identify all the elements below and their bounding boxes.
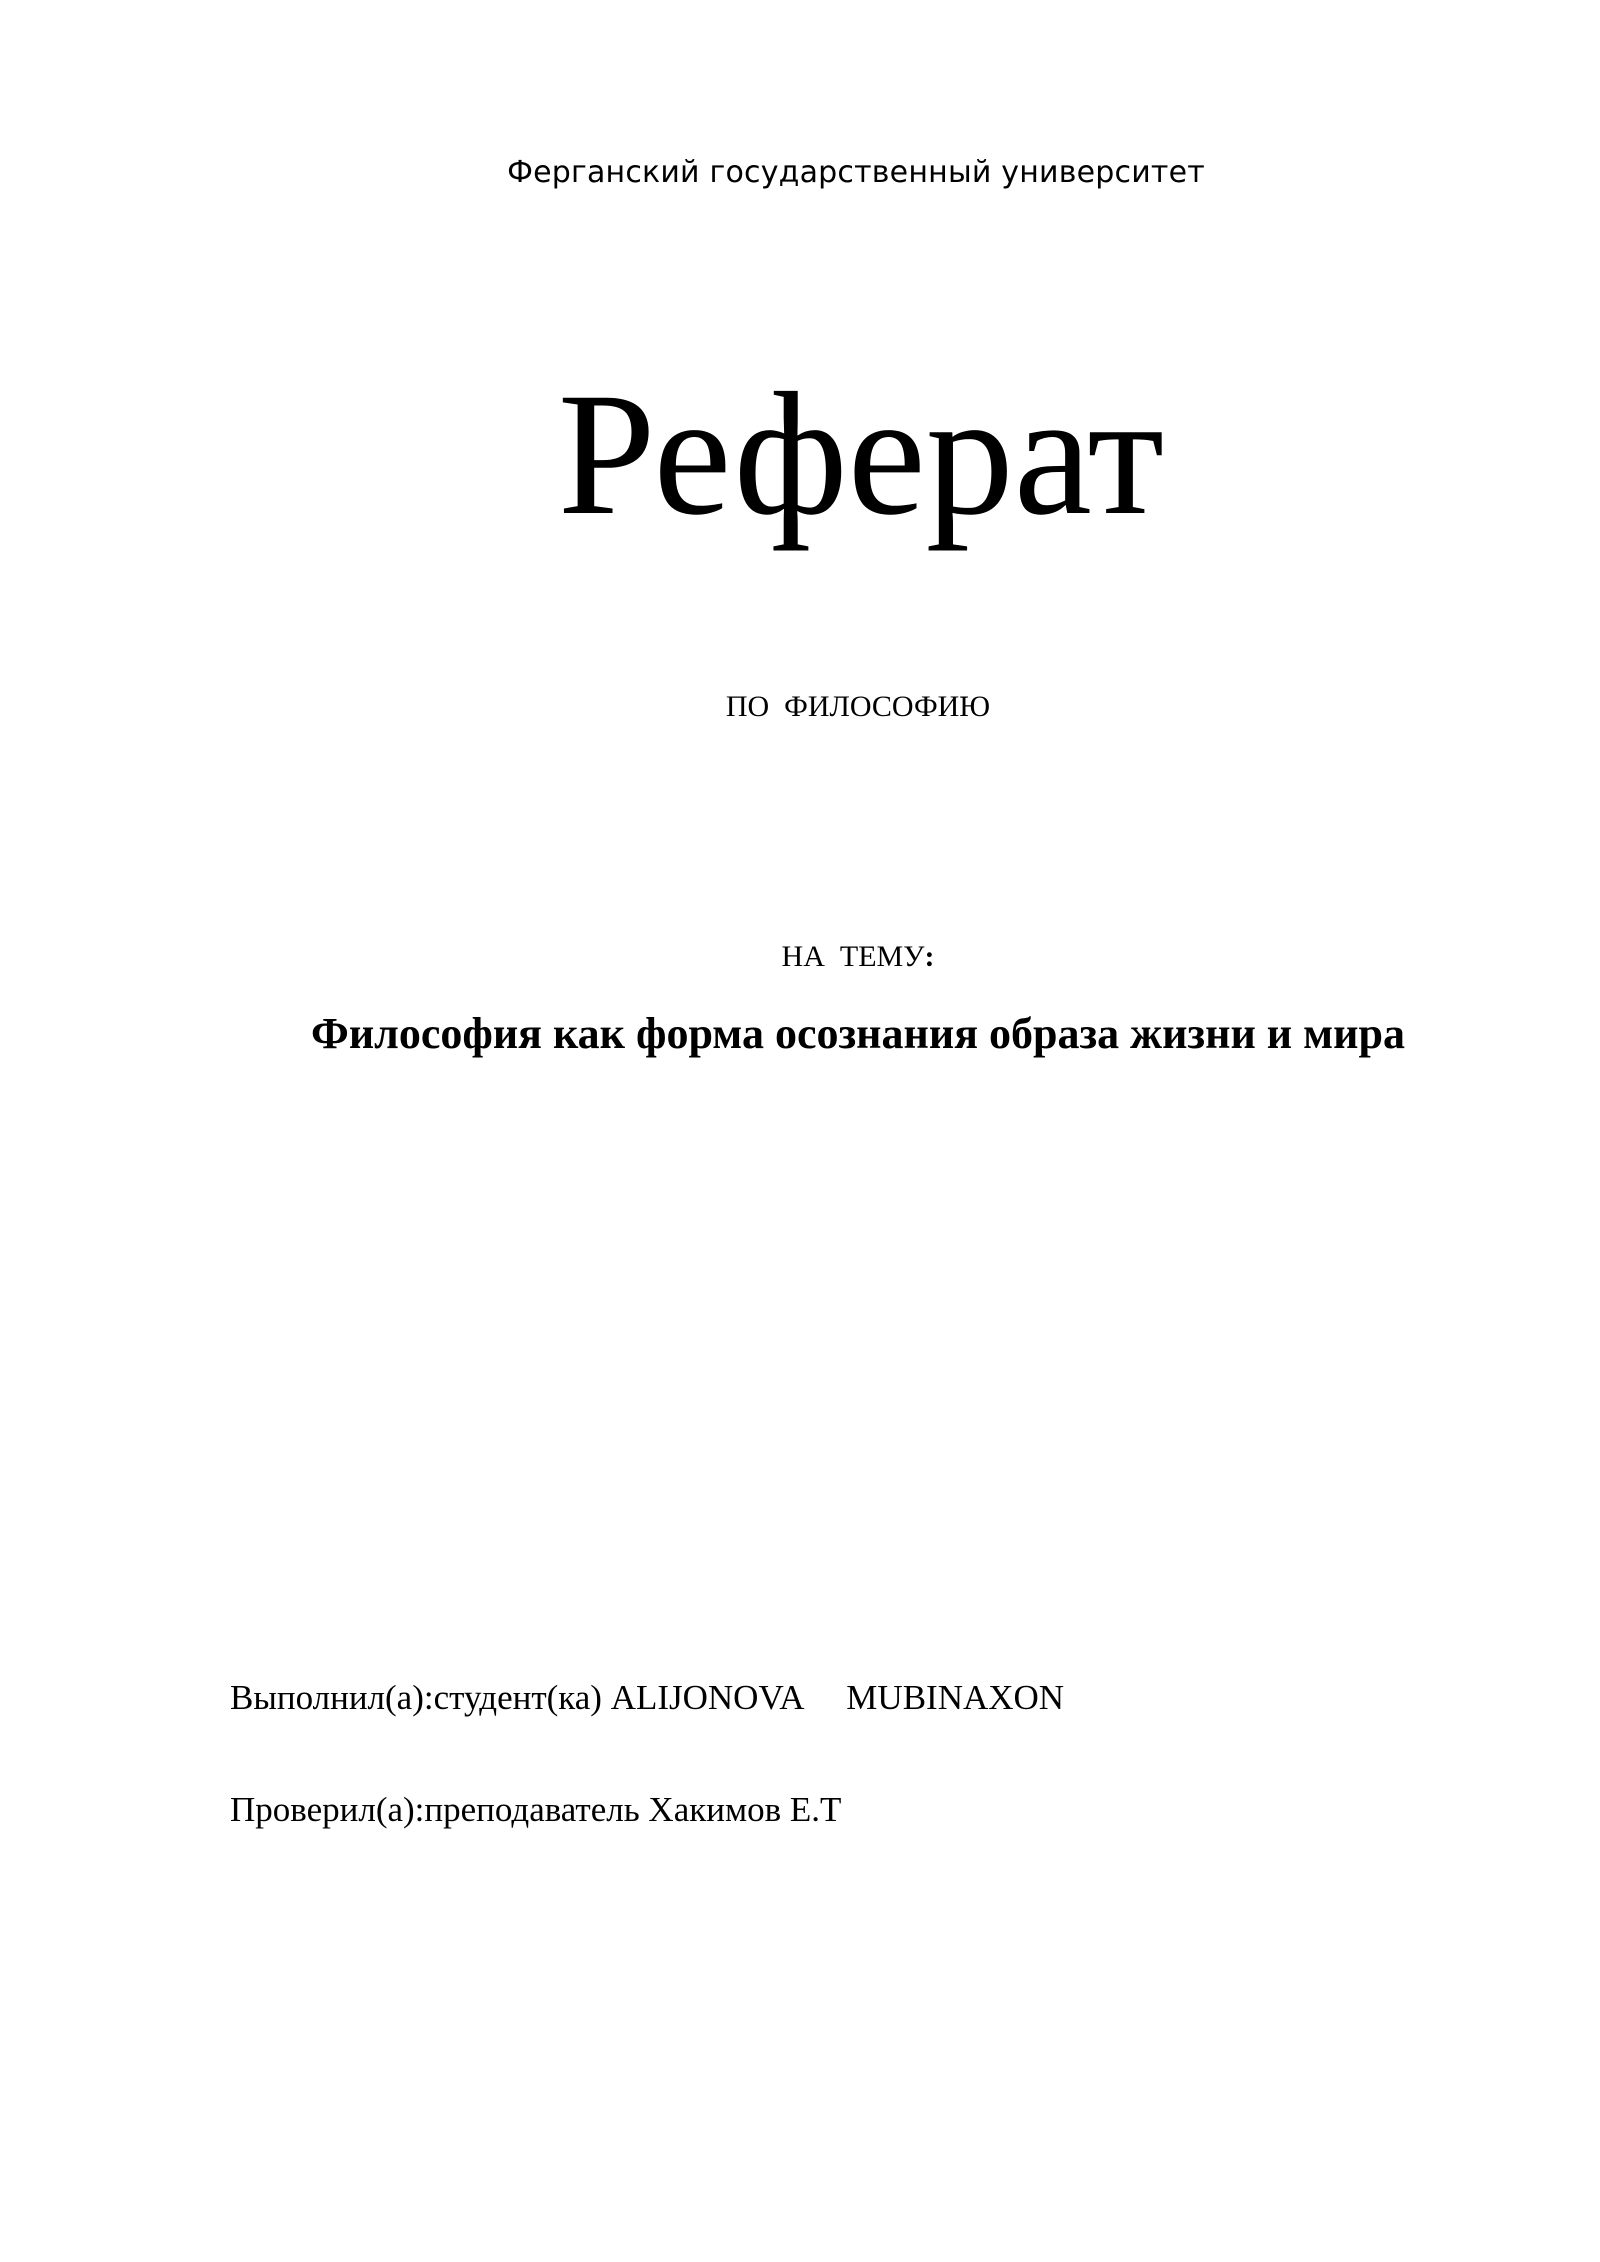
university-name: Ферганский государственный университет [507, 155, 1205, 190]
topic-label [0, 940, 1600, 974]
topic-label-colon: : [924, 940, 935, 973]
reviewer-line: Проверил(а):преподаватель Хакимов Е.Т [230, 1790, 842, 1829]
document-title: Реферат [557, 357, 1165, 552]
subject-line: ПО ФИЛОСОФИЮ [725, 690, 991, 723]
topic-title: Философия как форма осознания образа жизни и мира [311, 1009, 1405, 1058]
topic-label-text: НА ТЕМУ [781, 940, 925, 973]
author-line: Выполнил(а):студент(ка) ALIJONOVA MUBINAXON [230, 1678, 1065, 1717]
